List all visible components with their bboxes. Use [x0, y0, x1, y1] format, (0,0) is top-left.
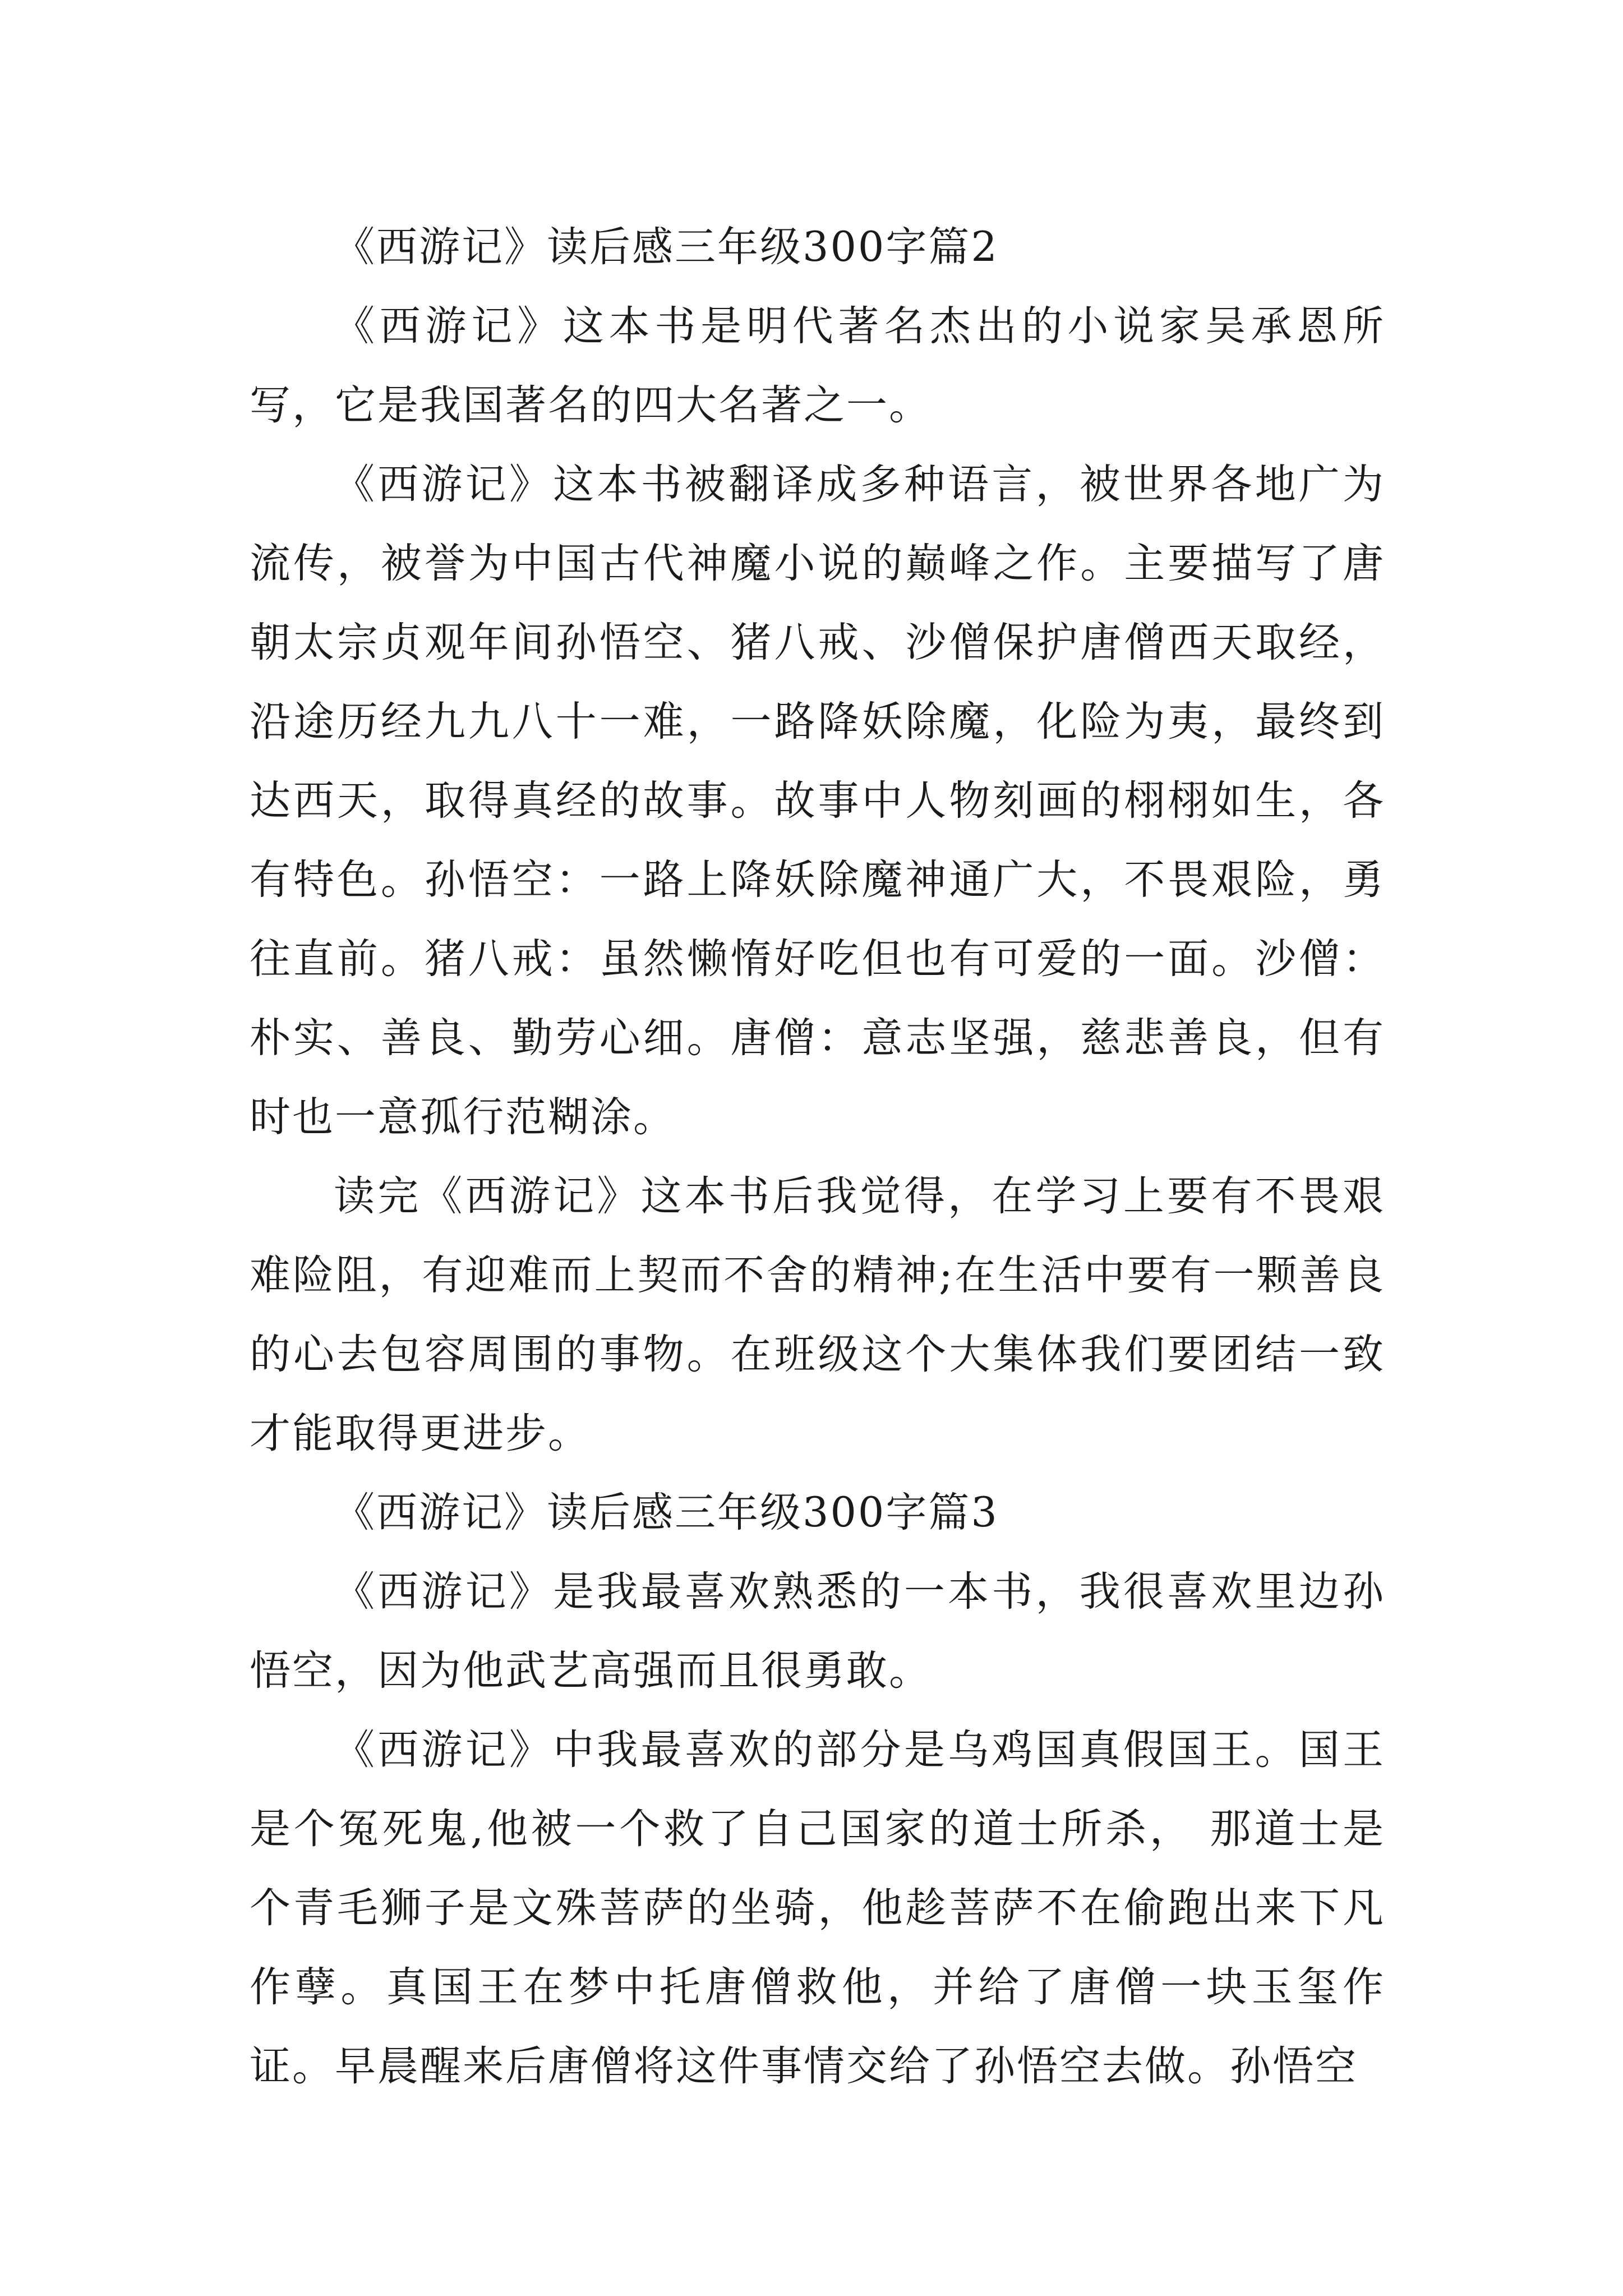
section-title-2: 《西游记》读后感三年级300字篇2 — [334, 223, 999, 271]
paragraph: 《西游记》是我最喜欢熟悉的一本书，我很喜欢里边孙悟空，因为他武艺高强而且很勇敢。 — [250, 1568, 1385, 1695]
paragraph: 《西游记》这本书被翻译成多种语言，被世界各地广为流传，被誉为中国古代神魔小说的巅峰之作。主要描写了唐朝太宗贞观年间孙悟空、猪八戒、沙僧保护唐僧西天取经，沿途历经九九八十一难，一路降妖除魔，化险为夷，最终到达西天，取得真经的故事。故事中人物刻画的栩栩如生，各有特色。孙悟空：一路上降妖除魔神通广大，不畏艰险，勇往直前。猪八戒：虽然懒惰好吃但也有可爱的一面。沙僧：朴实、善良、勤劳心细。唐僧：意志坚强，慈悲善良，但有时也一意孤行范糊涂。 — [250, 461, 1385, 1141]
paragraph: 读完《西游记》这本书后我觉得，在学习上要有不畏艰难险阻，有迎难而上契而不舍的精神;在生活中要有一颗善良的心去包容周围的事物。在班级这个大集体我们要团结一致才能取得更进步。 — [250, 1172, 1385, 1457]
section-title-3: 《西游记》读后感三年级300字篇3 — [334, 1489, 999, 1536]
paragraph: 《西游记》中我最喜欢的部分是乌鸡国真假国王。国王是个冤死鬼,他被一个救了自己国家的道士所杀， 那道士是个青毛狮子是文殊菩萨的坐骑，他趁菩萨不在偷跑出来下凡作孽。真国王在梦中托唐僧救他，并给了唐僧一块玉玺作证。早晨醒来后唐僧将这件事情交给了孙悟空去做。孙悟空 — [250, 1726, 1385, 2090]
document-body — [250, 208, 1385, 2106]
paragraph: 《西游记》这本书是明代著名杰出的小说家吴承恩所写，它是我国著名的四大名著之一。 — [250, 302, 1385, 429]
